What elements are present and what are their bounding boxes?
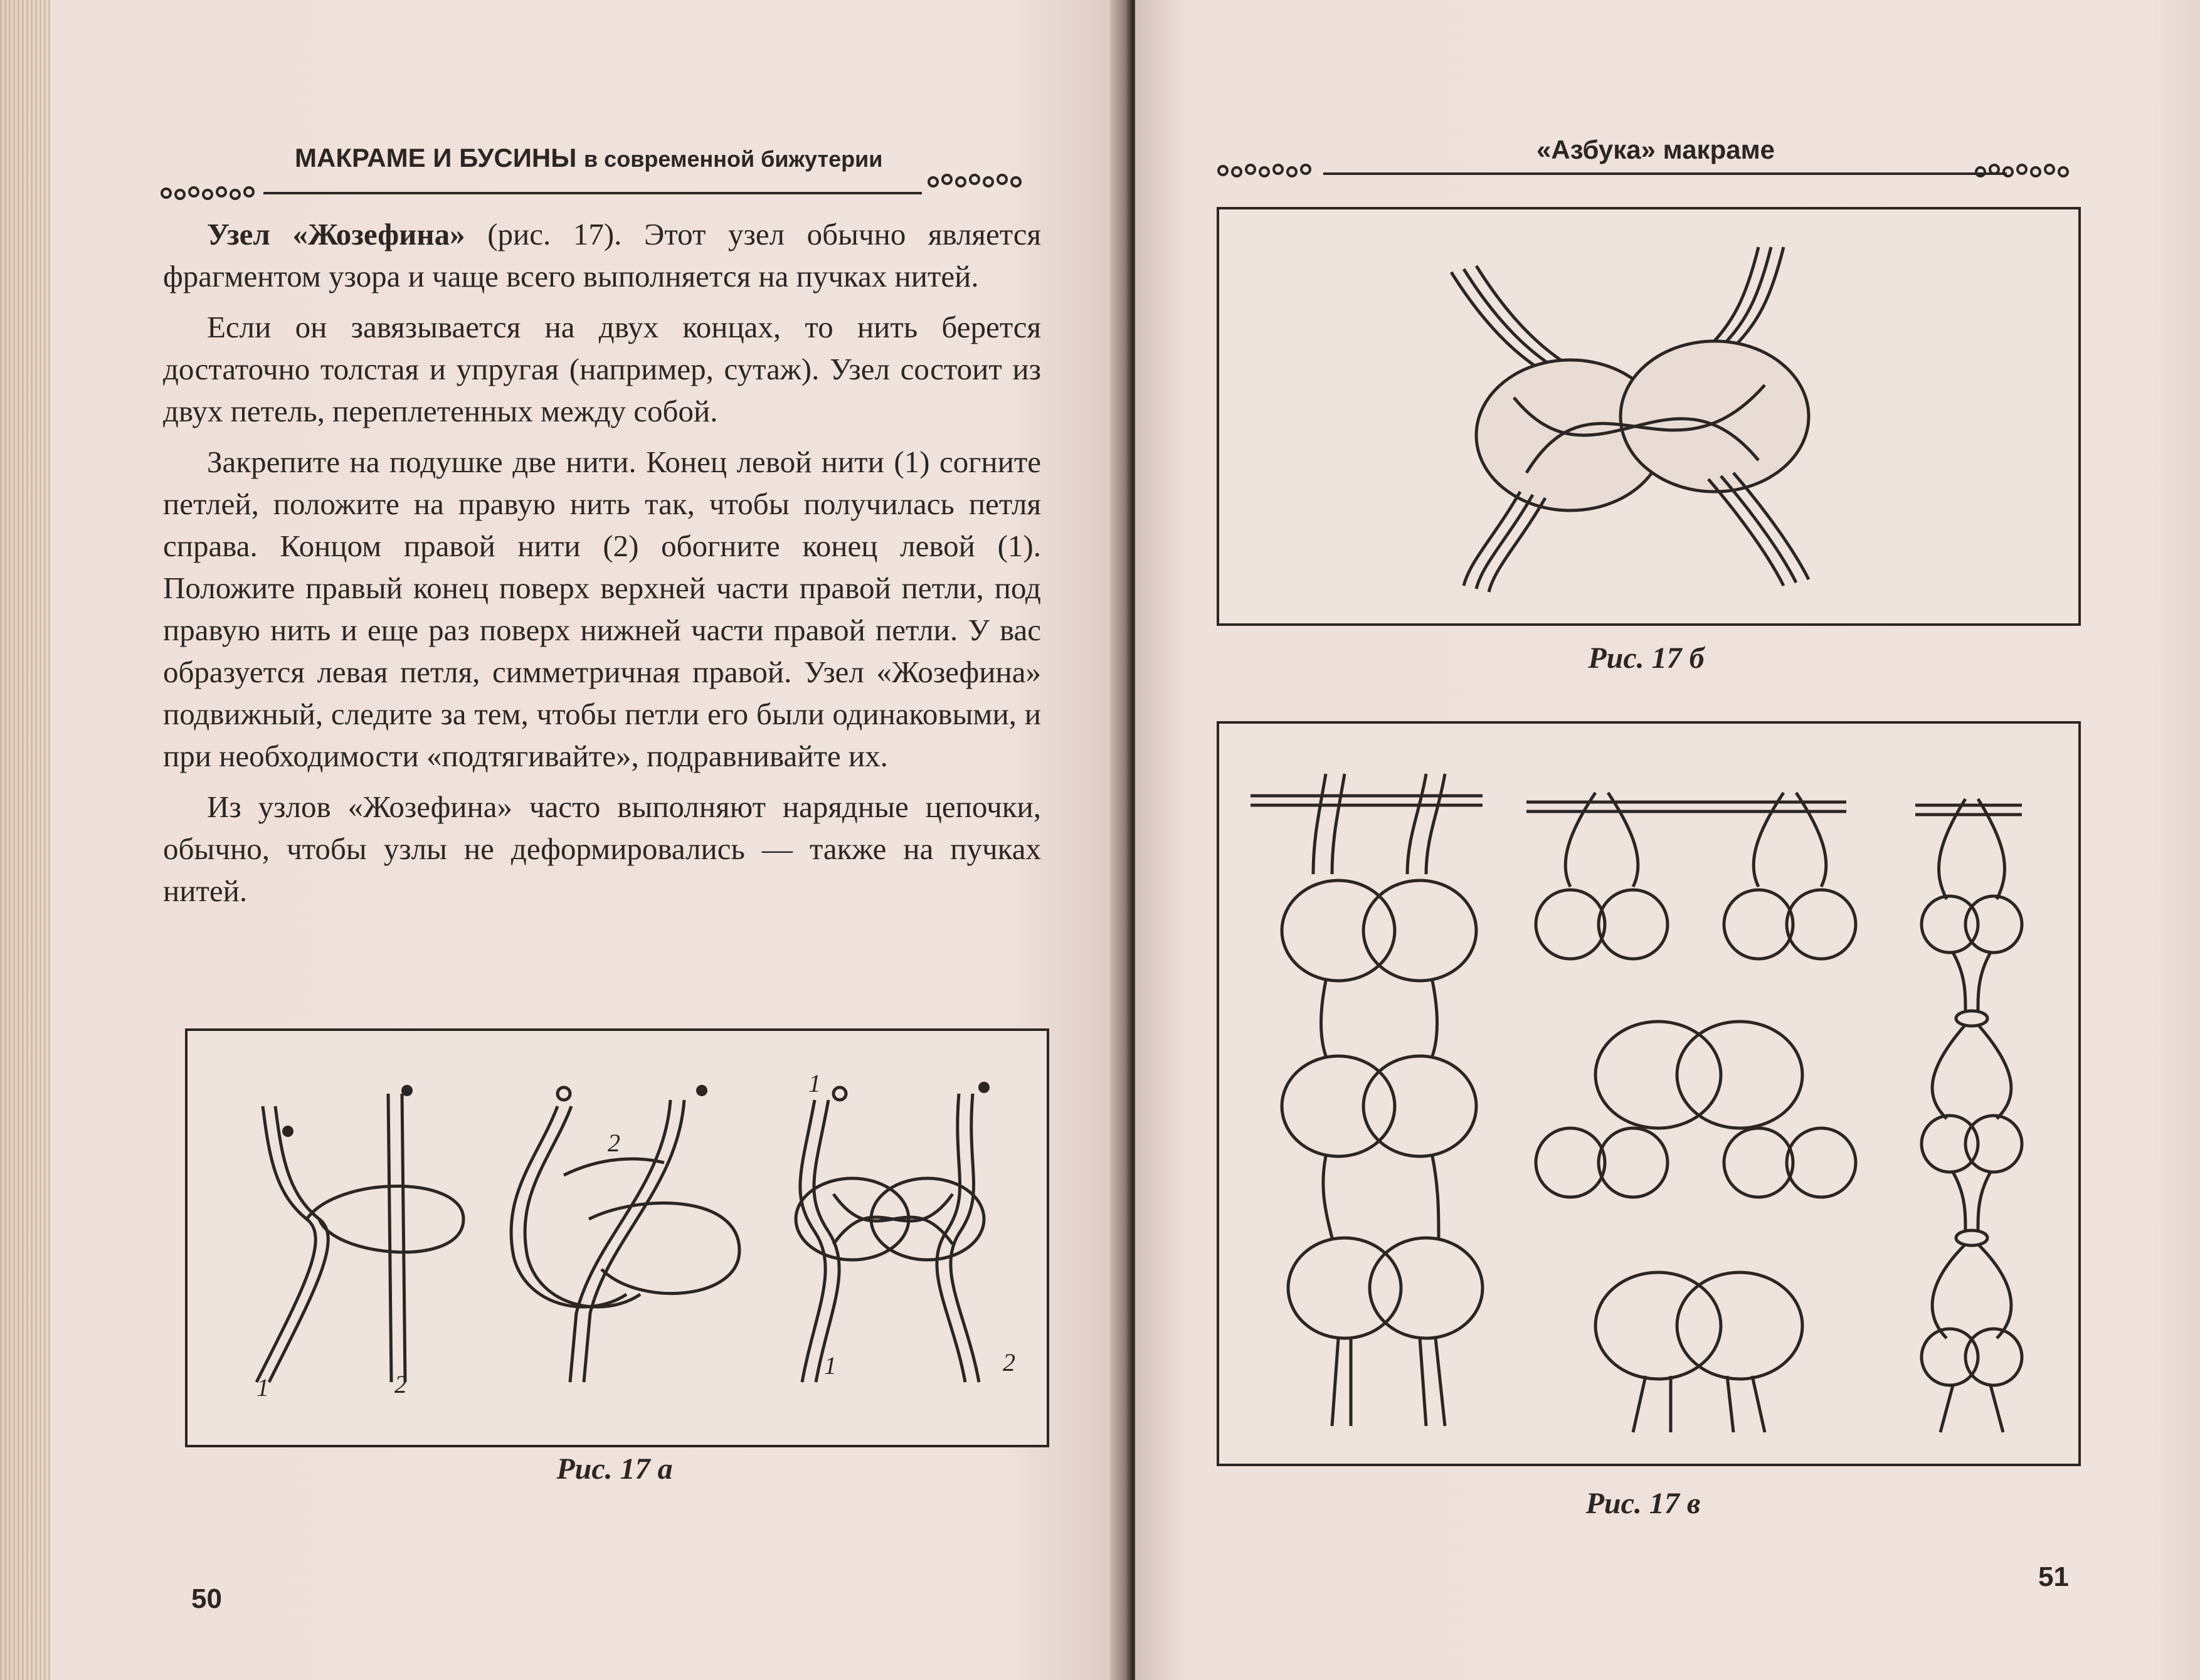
left-running-head xyxy=(295,143,882,173)
paragraph xyxy=(163,213,1041,297)
figure-17a xyxy=(185,1028,1049,1447)
strand-label-2: 2 xyxy=(1003,1348,1015,1376)
strand-label-1: 1 xyxy=(256,1373,269,1402)
ornament-scroll-icon xyxy=(922,168,1029,193)
strand-label-1: 1 xyxy=(824,1351,837,1380)
strand-label-1: 1 xyxy=(808,1069,821,1097)
ornament-scroll-icon xyxy=(160,181,267,206)
figure-17b xyxy=(1217,207,2081,626)
ornament-scroll-icon xyxy=(1969,158,2076,183)
page-edges xyxy=(0,0,50,1680)
knot-step-2 xyxy=(511,1085,739,1382)
right-page xyxy=(1135,0,2200,1680)
paragraph-text: Из узлов «Жозефина» часто выполняют нарядные цепочки, обычно, чтобы узлы не деформировались — также на пучках нитей. xyxy=(163,790,1041,908)
running-head-rest: в современной бижутерии xyxy=(584,146,883,172)
figure-caption: Рис. 17 а xyxy=(556,1452,673,1486)
figure-17a-illustration xyxy=(188,1031,1047,1445)
paragraph xyxy=(163,306,1041,432)
knot-chain-narrow xyxy=(1915,799,2022,1432)
strand-label-2: 2 xyxy=(608,1129,620,1157)
knot-step-1 xyxy=(256,1085,463,1382)
paragraph-lead: Узел «Жозефина» xyxy=(207,217,465,251)
right-running-head: «Азбука» макраме xyxy=(1536,135,1775,164)
knot-chain-wide xyxy=(1251,774,1483,1426)
knot-step-3 xyxy=(796,1082,990,1382)
paragraph xyxy=(163,786,1041,912)
page-number: 50 xyxy=(191,1583,222,1614)
josephine-knot-bundle xyxy=(1451,247,1809,592)
strand-label-2: 2 xyxy=(394,1370,407,1398)
ornament-scroll-icon xyxy=(1217,158,1323,183)
header-rule xyxy=(1323,172,2007,175)
header-rule xyxy=(263,192,922,194)
paragraph-text: Закрепите на подушке две нити. Конец левой нити (1) согните петлей, положите на правую нить так, чтобы получилась петля справа. Концом правой нити (2) обогните конец левой (1). Положите правый конец поверх верхней части правой петли, под правую нить и еще раз поверх нижней части правой петли. У вас образуется левая петля, симметричная правой. Узел «Жозефина» подвижный, следите за тем, чтобы петли его были одинаковыми, и при необходимости «подтягивайте», подравнивайте их. xyxy=(163,445,1041,773)
figure-17v xyxy=(1217,721,2081,1466)
paragraph-text: Если он завязывается на двух концах, то нить берется достаточно толстая и упругая (например, сутаж). Узел состоит из двух петель, переплетенных между собой. xyxy=(163,310,1041,428)
figure-17b-illustration xyxy=(1219,209,2078,623)
paragraph xyxy=(163,441,1041,777)
figure-caption: Рис. 17 б xyxy=(1588,642,1705,675)
page-number: 51 xyxy=(2038,1561,2069,1592)
figure-17v-illustration xyxy=(1219,724,2078,1464)
body-text xyxy=(163,213,1041,912)
paragraph-text: (рис. 17). Этот узел обычно является фрагментом узора и чаще всего выполняется на пучках нитей. xyxy=(163,217,1041,293)
running-head-caps: МАКРАМЕ И БУСИНЫ xyxy=(295,143,577,172)
figure-caption: Рис. 17 в xyxy=(1585,1487,1701,1520)
knot-chain-staggered xyxy=(1526,793,1856,1432)
